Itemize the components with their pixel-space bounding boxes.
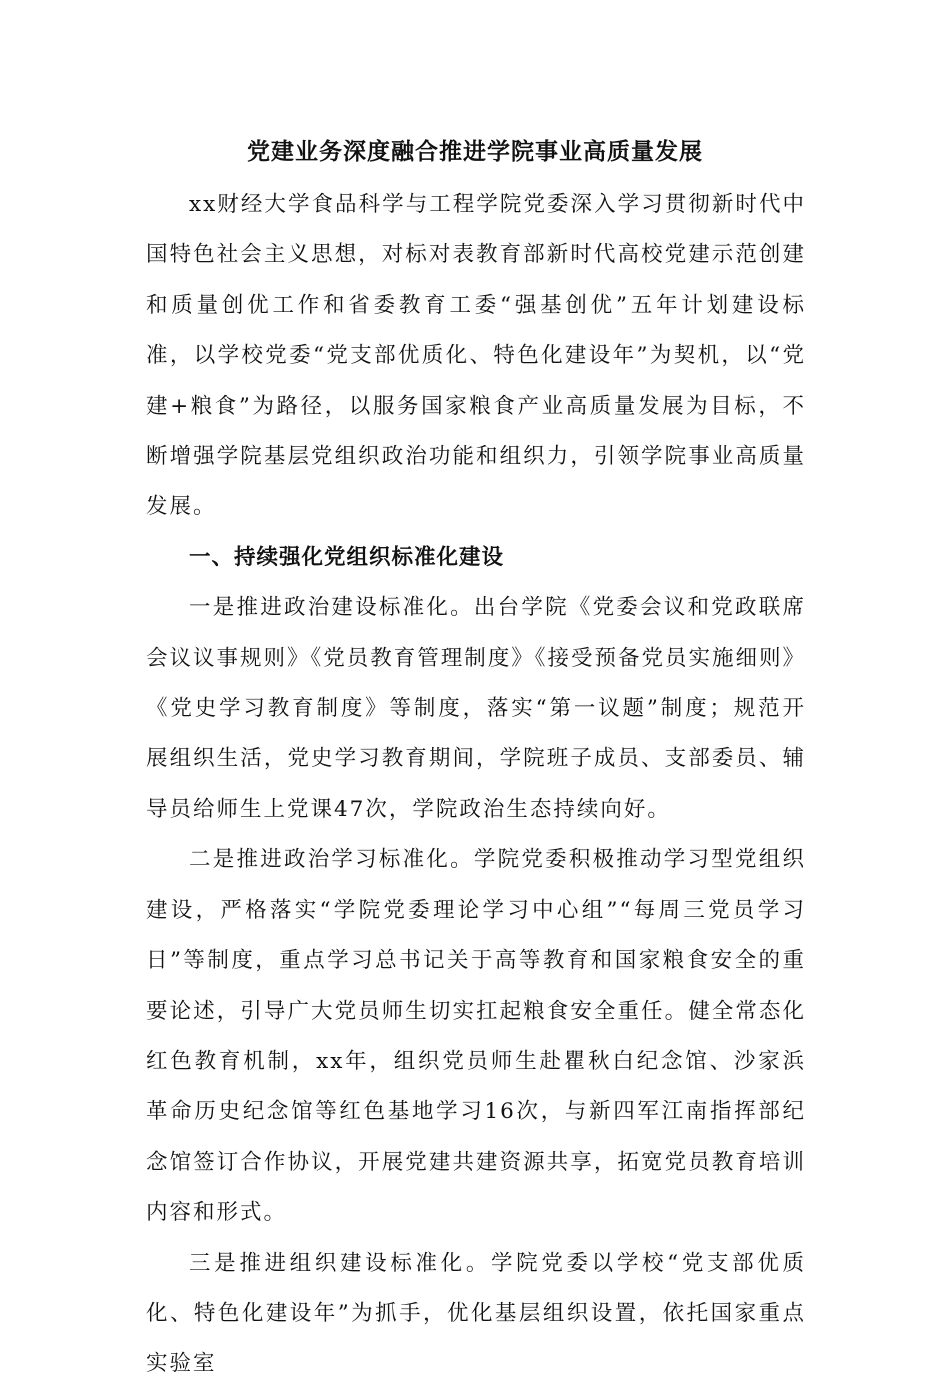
document-body <box>146 180 806 1390</box>
section1-paragraph-3: 三是推进组织建设标准化。学院党委以学校“党支部优质化、特色化建设年”为抓手，优化基层组织设置，依托国家重点实验室 <box>146 1250 806 1377</box>
section-heading-1: 一、持续强化党组织标准化建设 <box>189 544 505 570</box>
document-title: 党建业务深度融合推进学院事业高质量发展 <box>247 138 703 165</box>
section1-paragraph-1: 一是推进政治建设标准化。出台学院《党委会议和党政联席会议议事规则》《党员教育管理制度》《接受预备党员实施细则》《党史学习教育制度》等制度，落实“第一议题”制度；规范开展组织生活，党史学习教育期间，学院班子成员、支部委员、辅导员给师生上党课47次，学院政治生态持续向好。 <box>146 595 807 822</box>
intro-paragraph: xx财经大学食品科学与工程学院党委深入学习贯彻新时代中国特色社会主义思想，对标对表教育部新时代高校党建示范创建和质量创优工作和省委教育工委“强基创优”五年计划建设标准，以学校党委“党支部优质化、特色化建设年”为契机，以“党建+粮食”为路径，以服务国家粮食产业高质量发展为目标，不断增强学院基层党组织政治功能和组织力，引领学院事业高质量发展。 <box>146 192 806 520</box>
section1-paragraph-2: 二是推进政治学习标准化。学院党委积极推动学习型党组织建设，严格落实“学院党委理论学习中心组”“每周三党员学习日”等制度，重点学习总书记关于高等教育和国家粮食安全的重要论述，引导广大党员师生切实扛起粮食安全重任。健全常态化红色教育机制，xx年，组织党员师生赴瞿秋白纪念馆、沙家浜革命历史纪念馆等红色基地学习16次，与新四军江南指挥部纪念馆签订合作协议，开展党建共建资源共享，拓宽党员教育培训内容和形式。 <box>146 847 806 1226</box>
